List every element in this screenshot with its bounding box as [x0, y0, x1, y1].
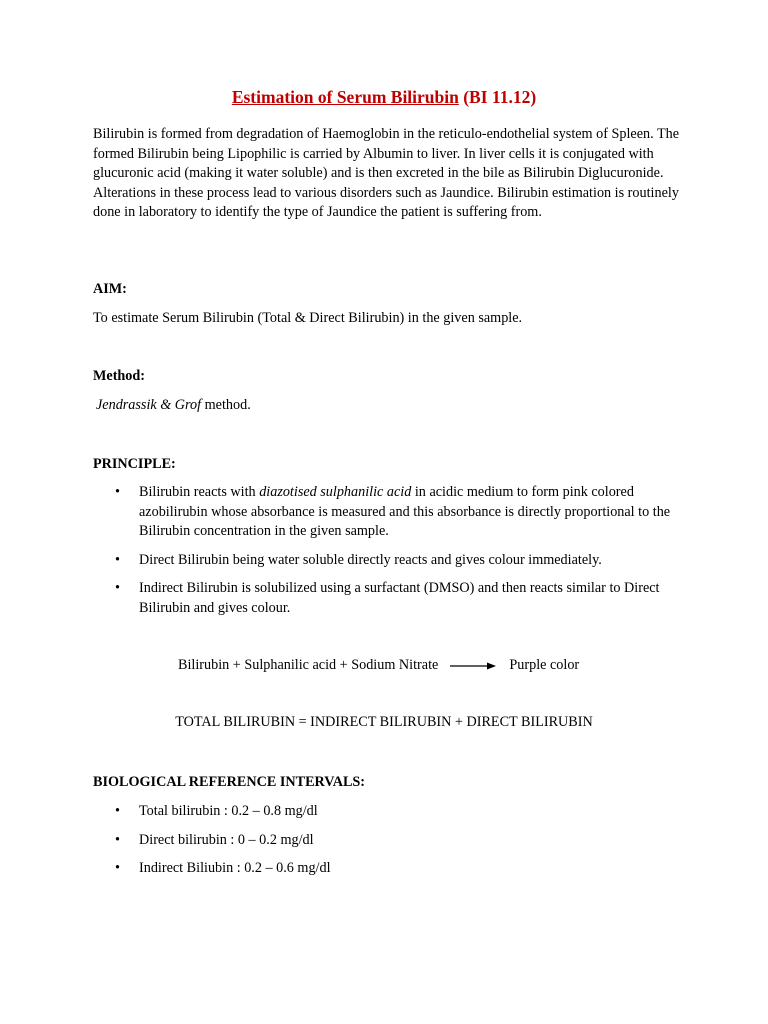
total-bilirubin-equation: TOTAL BILIRUBIN = INDIRECT BILIRUBIN + DIRECT BILIRUBIN — [175, 714, 593, 730]
title-code: (BI 11.12) — [458, 87, 537, 107]
aim-text: To estimate Serum Bilirubin (Total & Direct Bilirubin) in the given sample. — [93, 310, 523, 326]
right-arrow-icon — [450, 661, 496, 671]
list-item — [93, 802, 683, 822]
method-suffix: method. — [201, 397, 251, 413]
reference-item-total: Total bilirubin : 0.2 – 0.8 mg/dl — [139, 803, 318, 819]
principle-item-1-pre: Bilirubin reacts with — [139, 484, 260, 500]
list-item — [93, 831, 683, 851]
list-item — [93, 859, 683, 879]
method-name: Jendrassik & Grof — [96, 397, 202, 413]
reference-item-direct: Direct bilirubin : 0 – 0.2 mg/dl — [139, 831, 314, 848]
principle-heading: PRINCIPLE: — [93, 456, 176, 472]
principle-item-1-italic: diazotised sulphanilic acid — [259, 484, 412, 500]
list-item — [93, 551, 683, 571]
bullet-dot: • — [115, 580, 120, 597]
reaction-equation — [178, 657, 579, 674]
bullet-dot: • — [115, 551, 120, 568]
principle-item-2: Direct Bilirubin being water soluble directly reacts and gives colour immediately. — [139, 551, 602, 568]
reference-list — [93, 802, 683, 888]
bullet-dot: • — [115, 831, 120, 848]
method-heading: Method: — [93, 368, 146, 384]
bullet-dot: • — [115, 860, 120, 877]
title-main: Estimation of Serum Bilirubin — [231, 87, 459, 107]
bullet-dot: • — [115, 484, 120, 500]
reference-item-indirect: Indirect Biliubin : 0.2 – 0.6 mg/dl — [139, 860, 331, 877]
aim-heading: AIM: — [93, 281, 127, 297]
reaction-product: Purple color — [509, 657, 580, 673]
principle-list — [93, 483, 683, 628]
list-item — [93, 483, 683, 542]
principle-item-1-post: in acidic medium to form pink colored azobilirubin whose absorbance is measured and this absorbance is directly proportional to the Bilirubin concentration in the given sample. — [139, 484, 671, 540]
intro-paragraph: Bilirubin is formed from degradation of Haemoglobin in the reticulo-endothelial system of Spleen. The formed Bilirubin being Lipophilic is carried by Albumin to liver. In liver cells it is conjugated with glucuronic acid (making it water soluble) and is then excreted in the bile as Bilirubin Diglucuronide. Alterations in these process lead to various disorders such as Jaundice. Bilirubin estimation is routinely done in laboratory to identify the type of Jaundice the patient is suffering from. — [93, 126, 680, 221]
method-text — [96, 397, 251, 414]
list-item — [93, 579, 683, 618]
page-title — [0, 87, 768, 108]
principle-item-3: Indirect Bilirubin is solubilized using a surfactant (DMSO) and then reacts similar to Direct Bilirubin and gives colour. — [139, 580, 660, 616]
bullet-dot: • — [115, 803, 120, 819]
reaction-reactants: Bilirubin + Sulphanilic acid + Sodium Nitrate — [178, 657, 439, 673]
reference-heading: BIOLOGICAL REFERENCE INTERVALS: — [93, 774, 366, 790]
